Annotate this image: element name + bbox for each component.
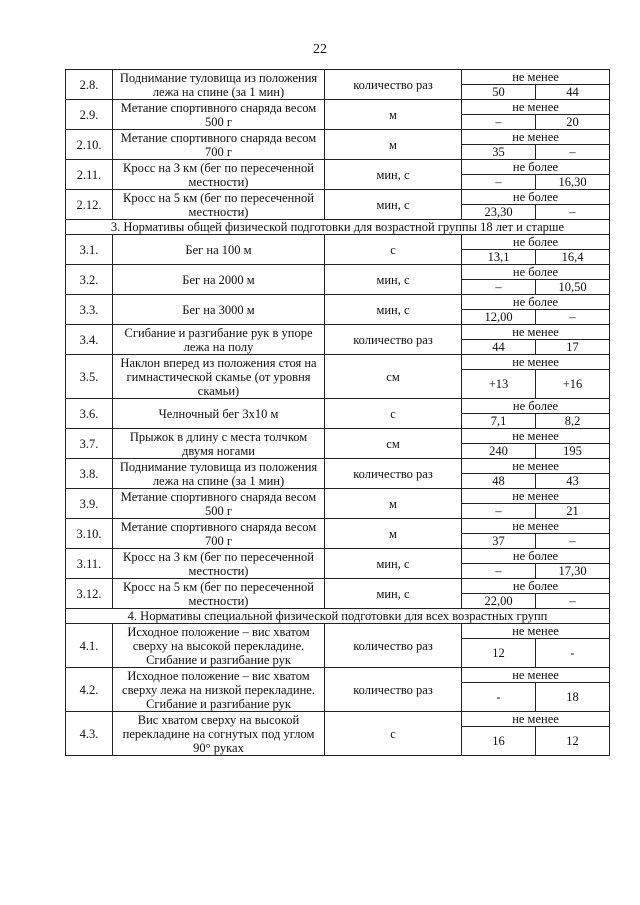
value-cell-2: 43 xyxy=(536,474,610,489)
value-cell-1: – xyxy=(462,280,536,295)
section-title: 3. Нормативы общей физической подготовки для возрастной группы 18 лет и старше xyxy=(66,220,610,235)
condition-cell: не менее xyxy=(462,325,610,340)
condition-cell: не более xyxy=(462,549,610,564)
exercise-name: Сгибание и разгибание рук в упоре лежа на полу xyxy=(113,325,325,355)
value-cell-2: +16 xyxy=(536,370,610,399)
table-row xyxy=(66,325,610,340)
table-row xyxy=(66,399,610,414)
value-cell-1: 35 xyxy=(462,145,536,160)
row-number: 4.2. xyxy=(66,668,113,712)
condition-cell: не более xyxy=(462,190,610,205)
value-cell-2: 8,2 xyxy=(536,414,610,429)
row-number: 4.3. xyxy=(66,712,113,756)
value-cell-1: – xyxy=(462,564,536,579)
value-cell-1: 44 xyxy=(462,340,536,355)
exercise-name: Челночный бег 3x10 м xyxy=(113,399,325,429)
row-number: 3.1. xyxy=(66,235,113,265)
value-cell-1: 240 xyxy=(462,444,536,459)
value-cell-2: – xyxy=(536,205,610,220)
table-row xyxy=(66,489,610,504)
exercise-name: Поднимание туловища из положения лежа на спине (за 1 мин) xyxy=(113,459,325,489)
table-row xyxy=(66,579,610,594)
unit-cell: м xyxy=(325,130,462,160)
exercise-name: Исходное положение – вис хватом сверху лежа на низкой перекладине. Сгибание и разгибание рук xyxy=(113,668,325,712)
value-cell-2: 12 xyxy=(536,727,610,756)
row-number: 3.3. xyxy=(66,295,113,325)
value-cell-2: 10,50 xyxy=(536,280,610,295)
row-number: 3.6. xyxy=(66,399,113,429)
table-row xyxy=(66,190,610,205)
condition-cell: не менее xyxy=(462,712,610,727)
condition-cell: не менее xyxy=(462,519,610,534)
unit-cell: мин, с xyxy=(325,295,462,325)
exercise-name: Бег на 3000 м xyxy=(113,295,325,325)
exercise-name: Кросс на 5 км (бег по пересеченной местности) xyxy=(113,579,325,609)
condition-cell: не более xyxy=(462,399,610,414)
table-row xyxy=(66,549,610,564)
condition-cell: не менее xyxy=(462,489,610,504)
condition-cell: не более xyxy=(462,235,610,250)
unit-cell: количество раз xyxy=(325,325,462,355)
condition-cell: не более xyxy=(462,160,610,175)
table-row xyxy=(66,295,610,310)
table-row xyxy=(66,70,610,85)
unit-cell: мин, с xyxy=(325,265,462,295)
table-row xyxy=(66,100,610,115)
value-cell-1: 12 xyxy=(462,639,536,668)
exercise-name: Кросс на 3 км (бег по пересеченной местности) xyxy=(113,160,325,190)
row-number: 3.8. xyxy=(66,459,113,489)
condition-cell: не менее xyxy=(462,130,610,145)
row-number: 3.7. xyxy=(66,429,113,459)
value-cell-1: 13,1 xyxy=(462,250,536,265)
unit-cell: количество раз xyxy=(325,459,462,489)
unit-cell: мин, с xyxy=(325,190,462,220)
unit-cell: м xyxy=(325,519,462,549)
value-cell-1: 23,30 xyxy=(462,205,536,220)
unit-cell: мин, с xyxy=(325,160,462,190)
condition-cell: не более xyxy=(462,295,610,310)
value-cell-1: 12,00 xyxy=(462,310,536,325)
table-row xyxy=(66,235,610,250)
unit-cell: м xyxy=(325,100,462,130)
table-row xyxy=(66,624,610,639)
section-header-row xyxy=(66,220,610,235)
table-row xyxy=(66,459,610,474)
value-cell-2: 16,4 xyxy=(536,250,610,265)
unit-cell: с xyxy=(325,235,462,265)
unit-cell: м xyxy=(325,489,462,519)
value-cell-1: 48 xyxy=(462,474,536,489)
row-number: 3.2. xyxy=(66,265,113,295)
norms-table-body xyxy=(66,70,610,756)
row-number: 3.4. xyxy=(66,325,113,355)
value-cell-2: 44 xyxy=(536,85,610,100)
unit-cell: количество раз xyxy=(325,668,462,712)
page-number: 22 xyxy=(313,42,327,57)
value-cell-2: - xyxy=(536,639,610,668)
value-cell-1: 50 xyxy=(462,85,536,100)
row-number: 2.11. xyxy=(66,160,113,190)
row-number: 3.5. xyxy=(66,355,113,399)
row-number: 3.9. xyxy=(66,489,113,519)
value-cell-1: – xyxy=(462,504,536,519)
exercise-name: Метание спортивного снаряда весом 700 г xyxy=(113,130,325,160)
exercise-name: Метание спортивного снаряда весом 700 г xyxy=(113,519,325,549)
table-row xyxy=(66,355,610,370)
exercise-name: Кросс на 3 км (бег по пересеченной местности) xyxy=(113,549,325,579)
condition-cell: не более xyxy=(462,265,610,280)
unit-cell: мин, с xyxy=(325,549,462,579)
unit-cell: мин, с xyxy=(325,579,462,609)
section-header-row xyxy=(66,609,610,624)
condition-cell: не менее xyxy=(462,459,610,474)
value-cell-1: 16 xyxy=(462,727,536,756)
row-number: 2.8. xyxy=(66,70,113,100)
row-number: 3.11. xyxy=(66,549,113,579)
value-cell-1: – xyxy=(462,115,536,130)
unit-cell: количество раз xyxy=(325,624,462,668)
value-cell-1: 7,1 xyxy=(462,414,536,429)
unit-cell: см xyxy=(325,355,462,399)
value-cell-1: - xyxy=(462,683,536,712)
row-number: 2.10. xyxy=(66,130,113,160)
exercise-name: Метание спортивного снаряда весом 500 г xyxy=(113,100,325,130)
exercise-name: Исходное положение – вис хватом сверху на высокой перекладине. Сгибание и разгибание рук xyxy=(113,624,325,668)
exercise-name: Прыжок в длину с места толчком двумя ногами xyxy=(113,429,325,459)
condition-cell: не менее xyxy=(462,668,610,683)
unit-cell: количество раз xyxy=(325,70,462,100)
value-cell-1: 22,00 xyxy=(462,594,536,609)
value-cell-2: 195 xyxy=(536,444,610,459)
value-cell-2: 16,30 xyxy=(536,175,610,190)
exercise-name: Метание спортивного снаряда весом 500 г xyxy=(113,489,325,519)
table-row xyxy=(66,712,610,727)
value-cell-2: 17 xyxy=(536,340,610,355)
value-cell-1: 37 xyxy=(462,534,536,549)
exercise-name: Бег на 2000 м xyxy=(113,265,325,295)
value-cell-1: +13 xyxy=(462,370,536,399)
exercise-name: Бег на 100 м xyxy=(113,235,325,265)
section-title: 4. Нормативы специальной физической подготовки для всех возрастных групп xyxy=(66,609,610,624)
value-cell-2: 20 xyxy=(536,115,610,130)
condition-cell: не более xyxy=(462,579,610,594)
exercise-name: Поднимание туловища из положения лежа на спине (за 1 мин) xyxy=(113,70,325,100)
table-row xyxy=(66,668,610,683)
value-cell-2: – xyxy=(536,534,610,549)
table-row xyxy=(66,160,610,175)
condition-cell: не менее xyxy=(462,355,610,370)
row-number: 2.9. xyxy=(66,100,113,130)
unit-cell: с xyxy=(325,399,462,429)
value-cell-1: – xyxy=(462,175,536,190)
value-cell-2: 21 xyxy=(536,504,610,519)
value-cell-2: – xyxy=(536,310,610,325)
row-number: 3.12. xyxy=(66,579,113,609)
row-number: 2.12. xyxy=(66,190,113,220)
table-row xyxy=(66,265,610,280)
exercise-name: Кросс на 5 км (бег по пересеченной местности) xyxy=(113,190,325,220)
unit-cell: см xyxy=(325,429,462,459)
condition-cell: не менее xyxy=(462,429,610,444)
table-row xyxy=(66,130,610,145)
condition-cell: не менее xyxy=(462,624,610,639)
condition-cell: не менее xyxy=(462,100,610,115)
exercise-name: Наклон вперед из положения стоя на гимнастической скамье (от уровня скамьи) xyxy=(113,355,325,399)
row-number: 3.10. xyxy=(66,519,113,549)
norms-table xyxy=(65,69,610,756)
row-number: 4.1. xyxy=(66,624,113,668)
table-row xyxy=(66,519,610,534)
value-cell-2: – xyxy=(536,594,610,609)
condition-cell: не менее xyxy=(462,70,610,85)
unit-cell: с xyxy=(325,712,462,756)
exercise-name: Вис хватом сверху на высокой перекладине на согнутых под углом 90° руках xyxy=(113,712,325,756)
value-cell-2: – xyxy=(536,145,610,160)
value-cell-2: 17,30 xyxy=(536,564,610,579)
table-row xyxy=(66,429,610,444)
value-cell-2: 18 xyxy=(536,683,610,712)
